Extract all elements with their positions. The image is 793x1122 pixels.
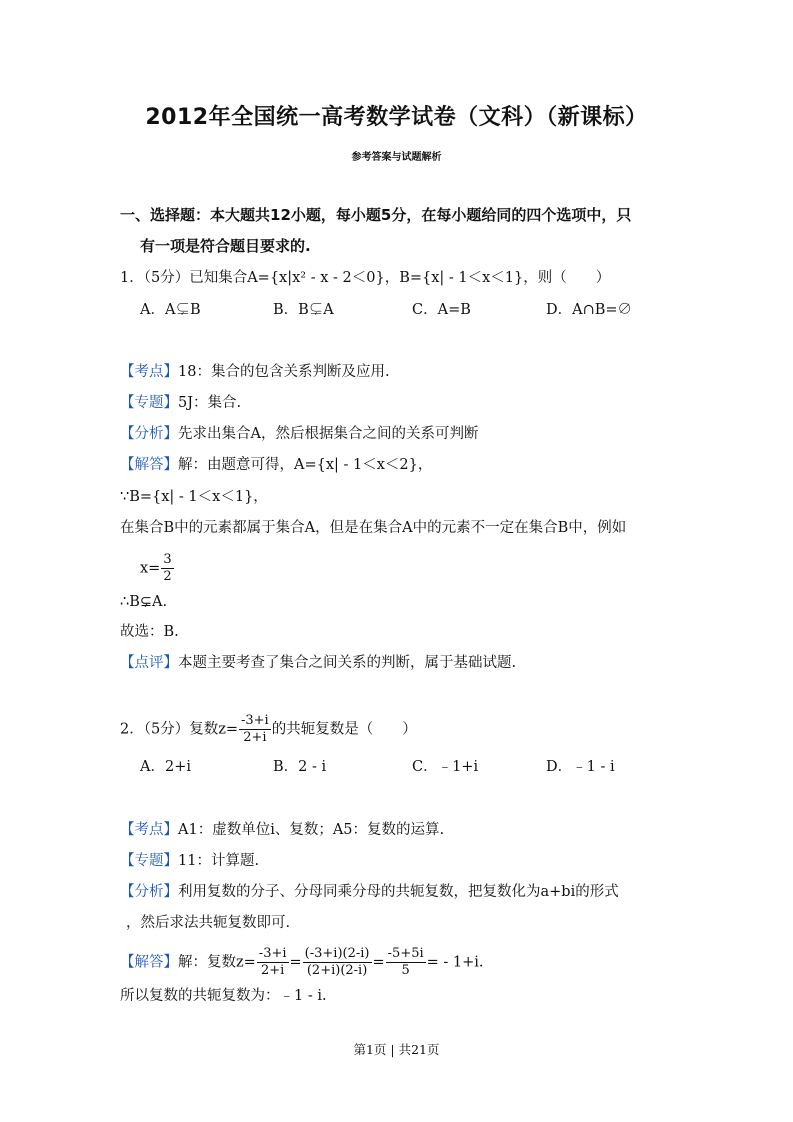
q1-option-c: C．A=B	[412, 302, 471, 318]
q2-f1-den: 2+i	[260, 963, 285, 978]
q2-option-c: C．﹣1+i	[412, 759, 479, 775]
q1-jieda-text: 解：由题意可得，A={x| - 1＜x＜2}，	[178, 457, 433, 473]
q2-fenxi-text: 利用复数的分子、分母同乘分母的共轭复数，把复数化为a+bi的形式	[178, 884, 619, 900]
q1-kaodian-text: 18：集合的包含关系判断及应用.	[178, 364, 390, 380]
q1-line-c: 在集合B中的元素都属于集合A，但是在集合A中的元素不一定在集合B中，例如	[120, 520, 627, 536]
q1-dianping-tag: 【点评】	[120, 655, 178, 671]
q2-fenxi	[120, 882, 619, 902]
page-title: 2012年全国统一高考数学试卷（文科）（新课标）	[145, 105, 648, 130]
q1-line-d: ∴B⊊A.	[120, 594, 168, 610]
q1-jieda	[120, 455, 432, 475]
q2-kaodian-text: A1：虚数单位i、复数；A5：复数的运算.	[178, 822, 445, 838]
q2-stem-fraction	[239, 713, 271, 746]
q1-x-num: 3	[163, 552, 172, 567]
q2-fenxi-tag: 【分析】	[120, 884, 178, 900]
q2-kaodian-tag: 【考点】	[120, 822, 178, 838]
q1-example-x	[140, 552, 175, 585]
q2-jieda-suffix: = - 1+i.	[426, 954, 484, 971]
page-subtitle: 参考答案与试题解析	[351, 152, 442, 163]
q1-zhuanti-tag: 【专题】	[120, 395, 178, 411]
q1-x-den: 2	[163, 569, 172, 584]
q2-option-d: D．﹣1 - i	[546, 759, 615, 775]
q1-zhuanti	[120, 393, 241, 413]
q1-kaodian	[120, 362, 390, 382]
q2-f2-den: (2+i)(2-i)	[306, 963, 368, 978]
q2-f3-den: 5	[401, 963, 410, 978]
q1-zhuanti-text: 5J：集合.	[178, 395, 242, 411]
q1-jieda-tag: 【解答】	[120, 457, 178, 473]
section-heading-line1: 一、选择题：本大题共12小题，每小题5分，在每小题给同的四个选项中，只	[120, 206, 632, 224]
q1-x-prefix: x=	[140, 560, 161, 577]
q1-kaodian-tag: 【考点】	[120, 364, 178, 380]
q2-fenxi-continued: ，然后求法共轭复数即可.	[126, 915, 291, 931]
q1-fenxi-text: 先求出集合A，然后根据集合之间的关系可判断	[178, 426, 479, 442]
q2-stem-prefix: 2．（5分）复数z=	[120, 721, 238, 738]
q2-jieda	[120, 946, 484, 979]
q2-stem	[120, 713, 417, 746]
q2-f3-num: -5+5i	[387, 946, 424, 961]
q2-zhuanti	[120, 851, 259, 871]
q2-equals-2: =	[372, 954, 385, 971]
q1-option-a: A．A⊊B	[140, 302, 201, 318]
q2-fraction-3	[386, 946, 426, 979]
q2-stem-suffix: 的共轭复数是（ ）	[271, 721, 417, 738]
q1-stem: 1．（5分）已知集合A={x|x² - x - 2＜0}，B={x| - 1＜x＜1}，则（ ）	[120, 270, 611, 286]
q1-x-fraction	[161, 552, 173, 585]
q1-line-b: ∵B={x| - 1＜x＜1}，	[120, 489, 268, 505]
q2-final: 所以复数的共轭复数为：﹣1 - i.	[120, 988, 327, 1004]
q2-option-b: B．2 - i	[273, 759, 327, 775]
q2-fraction-2	[303, 946, 372, 979]
q2-stem-den: 2+i	[243, 730, 267, 745]
q2-f1-num: -3+i	[258, 946, 287, 961]
q2-fraction-1	[257, 946, 289, 979]
section-heading-line2: 有一项是符合题目要求的.	[140, 237, 311, 255]
q1-option-b: B．B⊊A	[273, 302, 334, 318]
q2-zhuanti-text: 11：计算题.	[178, 853, 260, 869]
q2-jieda-tag: 【解答】	[120, 954, 178, 971]
q2-zhuanti-tag: 【专题】	[120, 853, 178, 869]
q2-f2-num: (-3+i)(2-i)	[304, 946, 370, 961]
q2-equals-1: =	[289, 954, 302, 971]
q1-fenxi	[120, 424, 478, 444]
page-footer: 第1页 | 共21页	[353, 1042, 440, 1057]
q2-jieda-prefix: 解：复数z=	[178, 954, 256, 971]
q2-option-a: A．2+i	[140, 759, 191, 775]
q1-line-e: 故选：B.	[120, 624, 179, 640]
q1-option-d: D．A∩B=∅	[546, 302, 633, 318]
q1-fenxi-tag: 【分析】	[120, 426, 178, 442]
q2-stem-num: -3+i	[241, 713, 269, 728]
q1-dianping	[120, 653, 516, 673]
q1-dianping-text: 本题主要考查了集合之间关系的判断，属于基础试题.	[178, 655, 517, 671]
q2-kaodian	[120, 820, 444, 840]
